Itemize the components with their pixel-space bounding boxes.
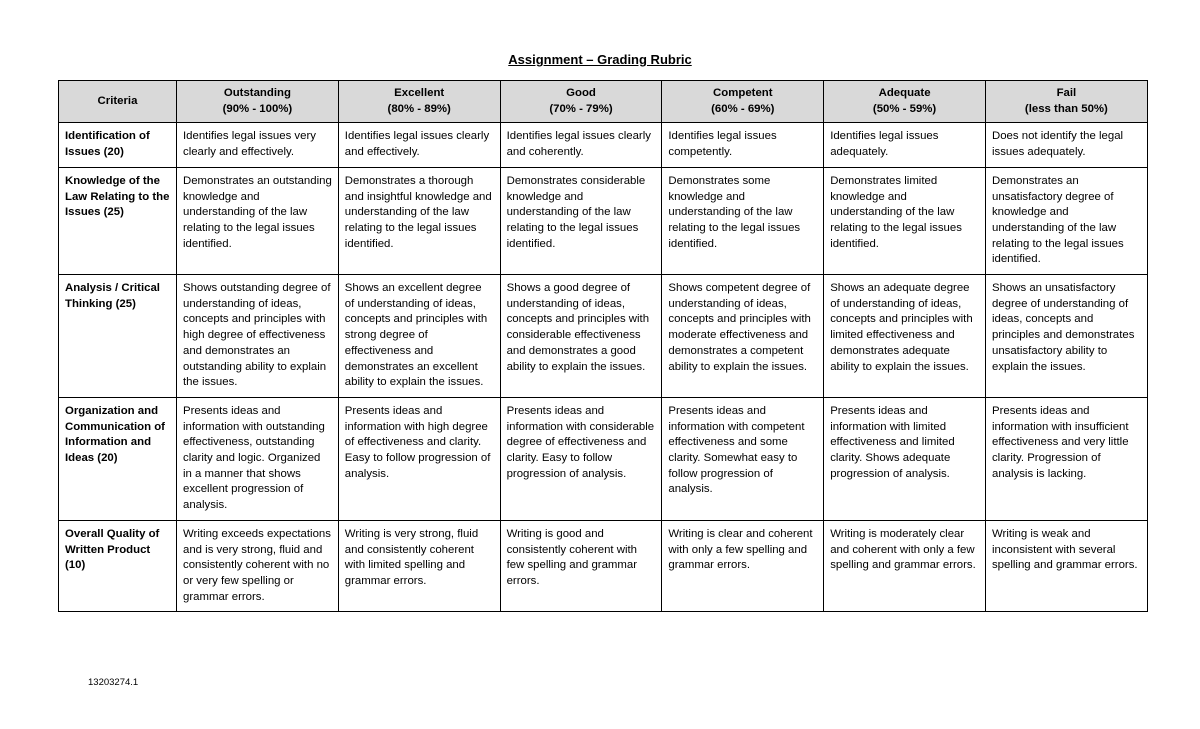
rubric-cell: Writing is clear and coherent with only a few spelling and grammar errors. <box>662 520 824 612</box>
rubric-cell: Presents ideas and information with competent effectiveness and some clarity. Somewhat easy to follow progression of analysis. <box>662 397 824 520</box>
rubric-cell: Identifies legal issues very clearly and effectively. <box>177 123 339 167</box>
rubric-cell: Demonstrates an unsatisfactory degree of knowledge and understanding of the law relating to the legal issues identified. <box>985 167 1147 274</box>
rubric-cell: Shows a good degree of understanding of ideas, concepts and principles with considerable effectiveness and demonstrates a good ability to explain the issues. <box>500 275 662 398</box>
header-level-competent <box>662 81 824 123</box>
criterion-cell: Organization and Communication of Information and Ideas (20) <box>59 397 177 520</box>
rubric-cell: Presents ideas and information with considerable degree of effectiveness and clarity. Easy to follow progression of analysis. <box>500 397 662 520</box>
rubric-cell: Presents ideas and information with insufficient effectiveness and very little clarity. Progression of analysis is lacking. <box>985 397 1147 520</box>
level-name: Fail <box>1056 87 1077 99</box>
level-range: (less than 50%) <box>1024 102 1108 115</box>
level-name: Outstanding <box>223 87 291 99</box>
rubric-cell: Identifies legal issues competently. <box>662 123 824 167</box>
rubric-row-analysis <box>59 275 1148 398</box>
header-level-adequate <box>824 81 986 123</box>
level-name: Excellent <box>394 87 445 99</box>
grading-rubric-table <box>58 80 1148 612</box>
rubric-cell: Presents ideas and information with limited effectiveness and limited clarity. Shows adequate progression of analysis. <box>824 397 986 520</box>
rubric-row-identification <box>59 123 1148 167</box>
rubric-cell: Presents ideas and information with high degree of effectiveness and clarity. Easy to follow progression of analysis. <box>338 397 500 520</box>
header-criteria: Criteria <box>59 81 177 123</box>
header-level-good <box>500 81 662 123</box>
level-range: (90% - 100%) <box>222 102 293 115</box>
level-name: Competent <box>713 87 773 99</box>
rubric-cell: Writing exceeds expectations and is very strong, fluid and consistently coherent with no or very few spelling or grammar errors. <box>177 520 339 612</box>
rubric-cell: Demonstrates limited knowledge and understanding of the law relating to the legal issues identified. <box>824 167 986 274</box>
rubric-cell: Shows an adequate degree of understanding of ideas, concepts and principles with limited effectiveness and demonstrates adequate ability to explain the issues. <box>824 275 986 398</box>
rubric-cell: Writing is very strong, fluid and consistently coherent with limited spelling and grammar errors. <box>338 520 500 612</box>
document-id-footer: 13203274.1 <box>88 677 139 688</box>
level-range: (50% - 59%) <box>872 102 937 115</box>
rubric-cell: Demonstrates considerable knowledge and understanding of the law relating to the legal issues identified. <box>500 167 662 274</box>
rubric-cell: Identifies legal issues clearly and effectively. <box>338 123 500 167</box>
level-range: (70% - 79%) <box>549 102 613 115</box>
rubric-cell: Demonstrates an outstanding knowledge and understanding of the law relating to the legal issues identified. <box>177 167 339 274</box>
rubric-cell: Presents ideas and information with outstanding effectiveness, outstanding clarity and logic. Organized in a manner that shows excellent progression of analysis. <box>177 397 339 520</box>
rubric-cell: Does not identify the legal issues adequately. <box>985 123 1147 167</box>
rubric-row-knowledge <box>59 167 1148 274</box>
header-row <box>59 81 1148 123</box>
rubric-cell: Demonstrates a thorough and insightful knowledge and understanding of the law relating to the legal issues identified. <box>338 167 500 274</box>
rubric-row-organization <box>59 397 1148 520</box>
rubric-cell: Identifies legal issues clearly and coherently. <box>500 123 662 167</box>
rubric-cell: Demonstrates some knowledge and understanding of the law relating to the legal issues identified. <box>662 167 824 274</box>
rubric-cell: Identifies legal issues adequately. <box>824 123 986 167</box>
page-title: Assignment – Grading Rubric <box>508 52 692 67</box>
header-level-fail <box>985 81 1147 123</box>
rubric-cell: Writing is moderately clear and coherent with only a few spelling and grammar errors. <box>824 520 986 612</box>
rubric-cell: Shows an excellent degree of understanding of ideas, concepts and principles with strong degree of effectiveness and demonstrates an excellent ability to explain the issues. <box>338 275 500 398</box>
header-level-outstanding <box>177 81 339 123</box>
criterion-cell: Overall Quality of Written Product (10) <box>59 520 177 612</box>
rubric-cell: Shows competent degree of understanding of ideas, concepts and principles with moderate effectiveness and demonstrates a competent ability to explain the issues. <box>662 275 824 398</box>
criterion-cell: Identification of Issues (20) <box>59 123 177 167</box>
level-range: (80% - 89%) <box>387 102 451 115</box>
rubric-cell: Shows an unsatisfactory degree of understanding of ideas, concepts and principles and demonstrates unsatisfactory ability to explain the issues. <box>985 275 1147 398</box>
level-name: Good <box>566 87 596 99</box>
level-name: Adequate <box>878 87 931 99</box>
rubric-cell: Writing is weak and inconsistent with several spelling and grammar errors. <box>985 520 1147 612</box>
level-range: (60% - 69%) <box>711 102 775 115</box>
rubric-row-writing-quality <box>59 520 1148 612</box>
criterion-cell: Analysis / Critical Thinking (25) <box>59 275 177 398</box>
header-level-excellent <box>338 81 500 123</box>
rubric-cell: Shows outstanding degree of understanding of ideas, concepts and principles with high degree of effectiveness and demonstrates an outstanding ability to explain the issues. <box>177 275 339 398</box>
criterion-cell: Knowledge of the Law Relating to the Issues (25) <box>59 167 177 274</box>
rubric-cell: Writing is good and consistently coherent with few spelling and grammar errors. <box>500 520 662 612</box>
